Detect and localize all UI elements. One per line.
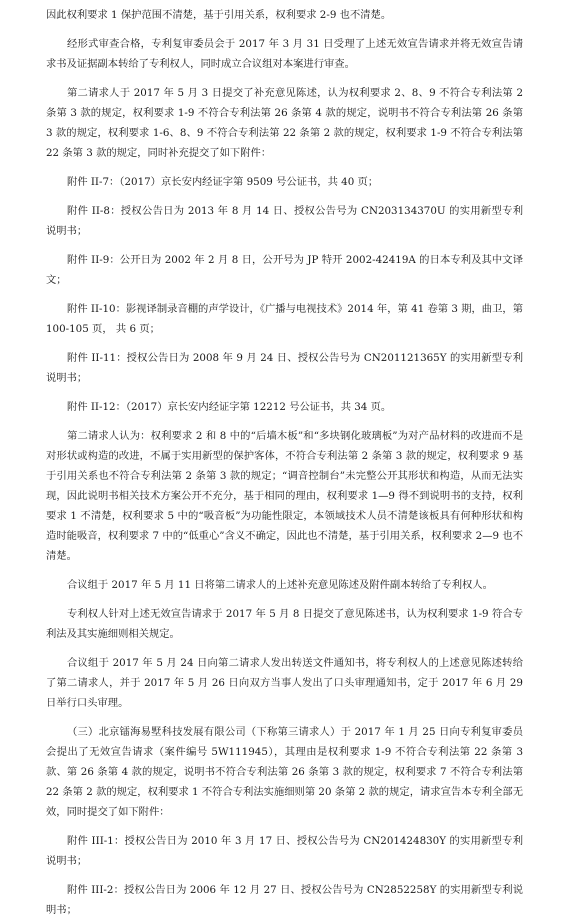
paragraph-claim-scope: 因此权利要求 1 保护范围不清楚，基于引用关系，权利要求 2-9 也不清楚。 (46, 9, 392, 21)
attachment-ii-9: 附件 II-9：公开日为 2002 年 2 月 8 日，公开号为 JP 特开 2002-42419A 的日本专利及其中文译文； (46, 254, 523, 286)
paragraph-acceptance: 经形式审查合格，专利复审委员会于 2017 年 3 月 31 日受理了上述无效宣告请求并将无效宣告请求书及证据副本转给了专利权人，同时成立合议组对本案进行审查。 (46, 38, 523, 70)
paragraph-second-requester-supplement: 第二请求人于 2017 年 5 月 3 日提交了补充意见陈述，认为权利要求 2、8、9 不符合专利法第 2 条第 3 款的规定，权利要求 1-9 不符合专利法第 26 条第 4 款的规定，说明书不符合专利法第 26 条第 3 款的规定，权利要求 1-6、8、9 不符合专利法第 22 条第 2 款的规定，权利要求 1-9 不符合专利法第 22 条第 3 款的规定，同时补充提交了如下附件： (46, 87, 523, 159)
paragraph-oral-hearing-notice: 合议组于 2017 年 5 月 24 日向第二请求人发出转送文件通知书，将专利权人的上述意见陈述转给了第二请求人，并于 2017 年 5 月 26 日向双方当事人发出了口头审理通知书，定于 2017 年 6 月 29 日举行口头审理。 (46, 657, 523, 709)
attachment-ii-11: 附件 II-11：授权公告日为 2008 年 9 月 24 日、授权公告号为 CN201121365Y 的实用新型专利说明书； (46, 352, 523, 384)
attachment-ii-10: 附件 II-10：影视译制录音棚的声学设计，《广播与电视技术》2014 年，第 41 卷第 3 期，曲卫，第 100-105 页， 共 6 页； (46, 303, 523, 335)
attachment-iii-1: 附件 III-1：授权公告日为 2010 年 3 月 17 日、授权公告号为 CN201424830Y 的实用新型专利说明书； (46, 835, 523, 867)
paragraph-forwarded-to-patentee: 合议组于 2017 年 5 月 11 日将第二请求人的上述补充意见陈述及附件副本转给了专利权人。 (67, 579, 493, 591)
paragraph-second-requester-opinion: 第二请求人认为：权利要求 2 和 8 中的“后墙木板”和“多块钢化玻璃板”为对产品材料的改进而不是对形状或构造的改进，不属于实用新型的保护客体，不符合专利法第 2 条第 3 款的规定，权利要求 9 基于引用关系也不符合专利法第 2 条第 3 款的规定；“调音控制台”未完整公开其形状和构造，从而无法实现，因此说明书相关技术方案公开不充分，基于相同的理由，权利要求 1—9 得不到说明书的支持，权利要求 1 不清楚，权利要求 5 中的“吸音板”为功能性限定，本领域技术人员不清楚该板具有何种形状和构造时能吸音，权利要求 7 中的“低重心”含义不确定，因此也不清楚，基于引用关系，权利要求 2—9 也不清楚。 (46, 430, 523, 562)
paragraph-patentee-response: 专利权人针对上述无效宣告请求于 2017 年 5 月 8 日提交了意见陈述书，认为权利要求 1-9 符合专利法及其实施细则相关规定。 (46, 608, 523, 640)
attachment-ii-8: 附件 II-8：授权公告日为 2013 年 8 月 14 日、授权公告号为 CN203134370U 的实用新型专利说明书； (46, 205, 523, 237)
attachment-iii-2: 附件 III-2：授权公告日为 2006 年 12 月 27 日、授权公告号为 CN2852258Y 的实用新型专利说明书； (46, 884, 523, 916)
attachment-ii-12: 附件 II-12：（2017）京长安内经证字第 12212 号公证书，共 34 页。 (67, 401, 392, 413)
paragraph-third-requester: （三）北京镭海易墅科技发展有限公司（下称第三请求人）于 2017 年 1 月 25 日向专利复审委员会提出了无效宣告请求（案件编号 5W111945），其理由是权利要求 1-9 不符合专利法第 22 条第 3 款、第 26 条第 4 款的规定，说明书不符合专利法第 26 条第 3 款的规定，权利要求 7 不符合专利法第 22 条第 2 款的规定，权利要求 1 不符合专利法实施细则第 20 条第 2 款的规定，请求宣告本专利全部无效，同时提交了如下附件： (46, 726, 523, 818)
attachment-ii-7: 附件 II-7：（2017）京长安内经证字第 9509 号公证书，共 40 页； (67, 176, 379, 188)
